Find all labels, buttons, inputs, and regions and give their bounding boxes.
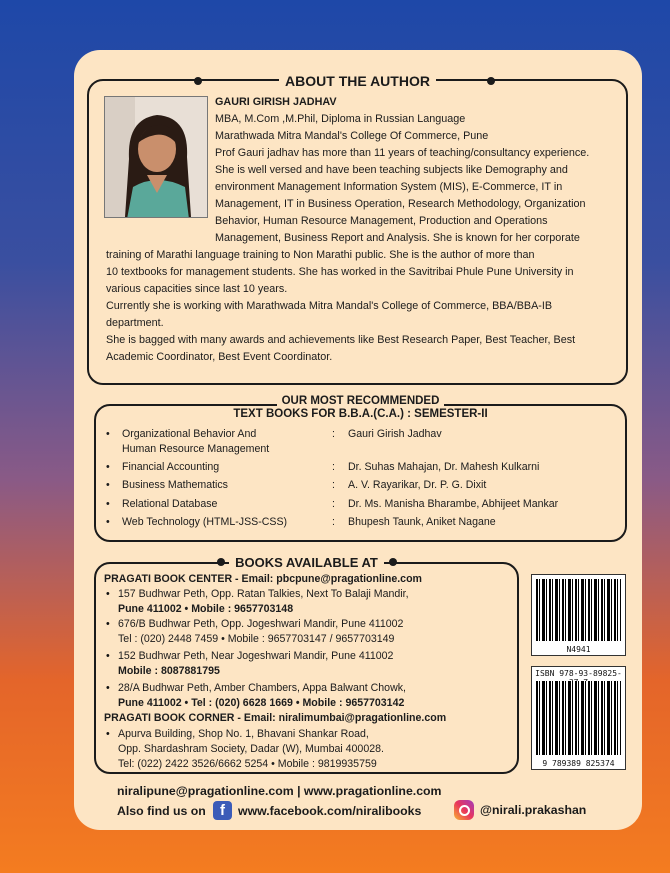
book-title-line: Organizational Behavior And bbox=[122, 428, 257, 440]
bullet: • bbox=[106, 650, 110, 662]
recommended-item bbox=[106, 427, 606, 457]
address-line: Mobile : 8087881795 bbox=[118, 665, 220, 677]
book-title: Financial Accounting bbox=[122, 461, 220, 473]
colon: : bbox=[332, 479, 335, 491]
find-us-label: Also find us on bbox=[117, 804, 206, 818]
colon: : bbox=[332, 498, 335, 510]
address-line: Tel: (022) 2422 3526/6662 5254 • Mobile : 9819935759 bbox=[118, 758, 377, 770]
colon: : bbox=[332, 461, 335, 473]
about-title: ABOUT THE AUTHOR bbox=[279, 73, 436, 89]
title-dot-left bbox=[194, 77, 202, 85]
recommended-title bbox=[94, 395, 627, 421]
pragati-book-center-heading: PRAGATI BOOK CENTER - Email: pbcpune@pragationline.com bbox=[104, 573, 422, 585]
bio-line: Management, Business Report and Analysis. She is known for her corporate bbox=[215, 232, 580, 244]
address-line: 152 Budhwar Peth, Near Jogeshwari Mandir, Pune 411002 bbox=[118, 650, 394, 662]
barcode-bars bbox=[536, 579, 621, 641]
bullet: • bbox=[106, 728, 110, 740]
instagram-icon[interactable] bbox=[454, 800, 474, 820]
colon: : bbox=[332, 428, 335, 440]
bullet: • bbox=[106, 516, 110, 528]
awards-line: Academic Coordinator, Best Event Coordinator. bbox=[106, 351, 333, 363]
bullet: • bbox=[106, 461, 110, 473]
bullet: • bbox=[106, 682, 110, 694]
product-barcode bbox=[531, 574, 626, 656]
address-line: Tel : (020) 2448 7459 • Mobile : 9657703147 / 9657703149 bbox=[118, 633, 395, 645]
title-dot-right bbox=[389, 558, 397, 566]
book-title bbox=[122, 427, 332, 457]
bullet: • bbox=[106, 618, 110, 630]
bio-line: training of Marathi language training to Non Marathi public. She is the author of more than bbox=[106, 249, 535, 261]
contact-emails[interactable]: niralipune@pragationline.com | www.pragationline.com bbox=[117, 784, 442, 798]
bullet: • bbox=[106, 588, 110, 600]
instagram-handle[interactable]: @nirali.prakashan bbox=[480, 803, 587, 817]
address-line: Apurva Building, Shop No. 1, Bhavani Shankar Road, bbox=[118, 728, 369, 740]
recommended-title-line1: OUR MOST RECOMMENDED bbox=[277, 395, 445, 407]
books-available-title: BOOKS AVAILABLE AT bbox=[229, 555, 384, 570]
barcode-code: N4941 bbox=[566, 645, 591, 654]
bio-line: 10 textbooks for management students. She has worked in the Savitribai Phule Pune University in bbox=[106, 266, 574, 278]
colon: : bbox=[332, 516, 335, 528]
author-photo bbox=[104, 96, 208, 218]
author-college: Marathwada Mitra Mandal's College Of Commerce, Pune bbox=[215, 130, 489, 142]
book-authors: Dr. Ms. Manisha Bharambe, Abhijeet Mankar bbox=[348, 498, 559, 510]
bio-line: Prof Gauri jadhav has more than 11 years of teaching/consultancy experience. bbox=[215, 147, 590, 159]
bullet: • bbox=[106, 498, 110, 510]
bio-line: Behavior, Human Resource Management, Production and Operations bbox=[215, 215, 548, 227]
recommended-item bbox=[106, 478, 606, 493]
title-dot-left bbox=[217, 558, 225, 566]
recommended-item bbox=[106, 497, 606, 512]
current-line: Currently she is working with Marathwada Mitra Mandal's College of Commerce, BBA/BBA-IB bbox=[106, 300, 553, 312]
isbn-bars bbox=[536, 681, 621, 755]
book-title: Relational Database bbox=[122, 498, 218, 510]
facebook-link[interactable]: www.facebook.com/niralibooks bbox=[238, 804, 422, 818]
book-title: Web Technology (HTML-JSS-CSS) bbox=[122, 516, 288, 528]
book-authors: Bhupesh Taunk, Aniket Nagane bbox=[348, 516, 496, 528]
pragati-book-corner-heading: PRAGATI BOOK CORNER - Email: niralimumbai@pragationline.com bbox=[104, 712, 447, 724]
book-authors: A. V. Rayarikar, Dr. P. G. Dixit bbox=[348, 479, 487, 491]
bio-line: environment Management Information System (MIS), E-Commerce, IT in bbox=[215, 181, 563, 193]
bio-line: She is well versed and have been teaching subjects like Demography and bbox=[215, 164, 568, 176]
address-line: 157 Budhwar Peth, Opp. Ratan Talkies, Next To Balaji Mandir, bbox=[118, 588, 409, 600]
recommended-title-line2: TEXT BOOKS FOR B.B.A.(C.A.) : SEMESTER-II bbox=[228, 408, 492, 420]
awards-line: She is bagged with many awards and achievements like Best Research Paper, Best Teacher, Best bbox=[106, 334, 576, 346]
address-line: Opp. Shardashram Society, Dadar (W), Mumbai 400028. bbox=[118, 743, 384, 755]
bio-line: Management, IT in Business Operation, Research Methodology, Organization bbox=[215, 198, 586, 210]
address-line: Pune 411002 • Tel : (020) 6628 1669 • Mobile : 9657703142 bbox=[118, 697, 405, 709]
current-line: department. bbox=[106, 317, 164, 329]
isbn-label: ISBN 978-93-89825- bbox=[535, 669, 622, 678]
recommended-item bbox=[106, 460, 606, 475]
book-title: Business Mathematics bbox=[122, 479, 228, 491]
address-line: Pune 411002 • Mobile : 9657703148 bbox=[118, 603, 294, 615]
book-title-line: Human Resource Management bbox=[122, 443, 270, 455]
author-name: GAURI GIRISH JADHAV bbox=[215, 96, 337, 108]
address-line: 676/B Budhwar Peth, Opp. Jogeshwari Mandir, Pune 411002 bbox=[118, 618, 404, 630]
book-authors: Dr. Suhas Mahajan, Dr. Mahesh Kulkarni bbox=[348, 461, 540, 473]
bullet: • bbox=[106, 428, 110, 440]
isbn-digits: 9 789389 825374 bbox=[542, 759, 615, 768]
bio-line: various capacities since last 10 years. bbox=[106, 283, 288, 295]
recommended-item bbox=[106, 515, 606, 530]
author-degrees: MBA, M.Com ,M.Phil, Diploma in Russian Language bbox=[215, 113, 466, 125]
title-dot-right bbox=[487, 77, 495, 85]
bullet: • bbox=[106, 479, 110, 491]
isbn-barcode bbox=[531, 666, 626, 770]
book-authors: Gauri Girish Jadhav bbox=[348, 428, 442, 440]
facebook-icon[interactable]: f bbox=[213, 801, 232, 820]
address-line: 28/A Budhwar Peth, Amber Chambers, Appa Balwant Chowk, bbox=[118, 682, 406, 694]
